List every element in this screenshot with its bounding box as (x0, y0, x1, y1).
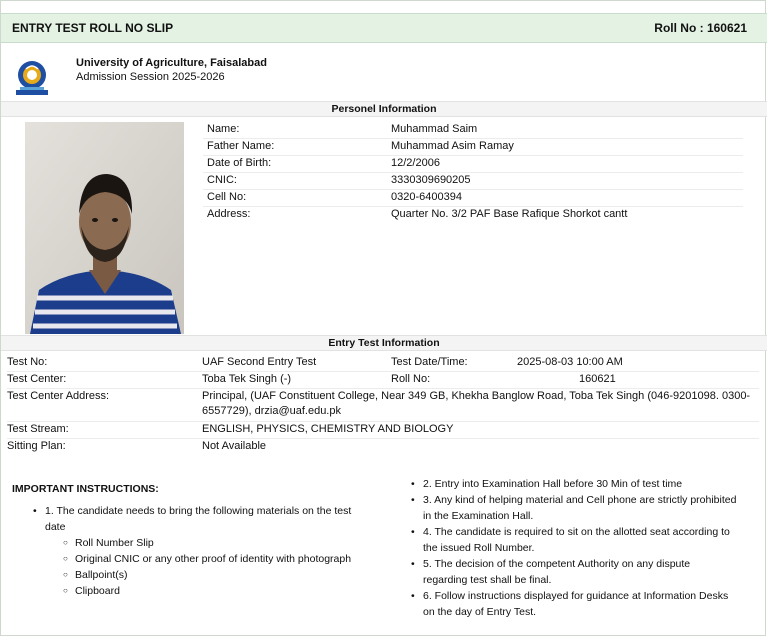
personal-row-address: Address: Quarter No. 3/2 PAF Base Rafique Shorkot cantt (207, 208, 628, 220)
personal-row-father-name: Father Name: Muhammad Asim Ramay (203, 138, 743, 156)
test-row-sitting-plan: Sitting Plan: Not Available (7, 440, 267, 452)
personal-row-name: Name: Muhammad Saim (203, 121, 743, 139)
university-logo-icon (11, 57, 53, 99)
test-row-center-address: Test Center Address: Principal, (UAF Constituent College, Near 349 GB, Khekha Banglow Road, Toba Tek Singh (046-9201098. 0300- 6557729), drzia@uaf.edu.pk (7, 388, 759, 422)
test-row-test-no: Test No: UAF Second Entry Test Test Date/Time: 2025-08-03 10:00 AM (7, 354, 759, 372)
material-item: ○ Roll Number Slip (63, 535, 393, 551)
entry-test-heading: Entry Test Information (1, 335, 767, 351)
materials-list (33, 535, 393, 599)
instruction-item-6: • 6. Follow instructions displayed for guidance at Information Desks on the day of Entry Test. (411, 588, 761, 620)
admission-session: Admission Session 2025-2026 (76, 71, 225, 83)
instructions-left-list (33, 503, 393, 599)
personal-row-dob: Date of Birth: 12/2/2006 (203, 155, 743, 173)
slip-header-bar (1, 13, 767, 43)
slip-title: ENTRY TEST ROLL NO SLIP (12, 21, 174, 35)
personal-info-heading: Personel Information (1, 101, 767, 117)
instructions-right-list (411, 476, 761, 620)
test-row-center: Test Center: Toba Tek Singh (-) Roll No: 160621 (7, 371, 759, 389)
university-name: University of Agriculture, Faisalabad (76, 57, 267, 69)
test-row-stream: Test Stream: ENGLISH, PHYSICS, CHEMISTRY AND BIOLOGY (7, 421, 759, 439)
candidate-photo (25, 122, 184, 334)
instruction-item-2: • 2. Entry into Examination Hall before 30 Min of test time (411, 476, 761, 492)
material-item: ○ Clipboard (63, 583, 393, 599)
header-roll-number: Roll No : 160621 (654, 21, 747, 35)
instruction-item-4: • 4. The candidate is required to sit on the allotted seat according to the issued Roll Number. (411, 524, 761, 556)
material-item: ○ Ballpoint(s) (63, 567, 393, 583)
instructions-title: IMPORTANT INSTRUCTIONS: (12, 483, 159, 495)
material-item: ○ Original CNIC or any other proof of identity with photograph (63, 551, 393, 567)
instruction-item-5: • 5. The decision of the competent Authority on any dispute regarding test shall be final. (411, 556, 761, 588)
instruction-item-1: • 1. The candidate needs to bring the following materials on the test date (33, 503, 393, 535)
personal-row-cell: Cell No: 0320-6400394 (203, 189, 743, 207)
instruction-item-3: • 3. Any kind of helping material and Cell phone are strictly prohibited in the Examination Hall. (411, 492, 761, 524)
personal-row-cnic: CNIC: 3330309690205 (203, 172, 743, 190)
